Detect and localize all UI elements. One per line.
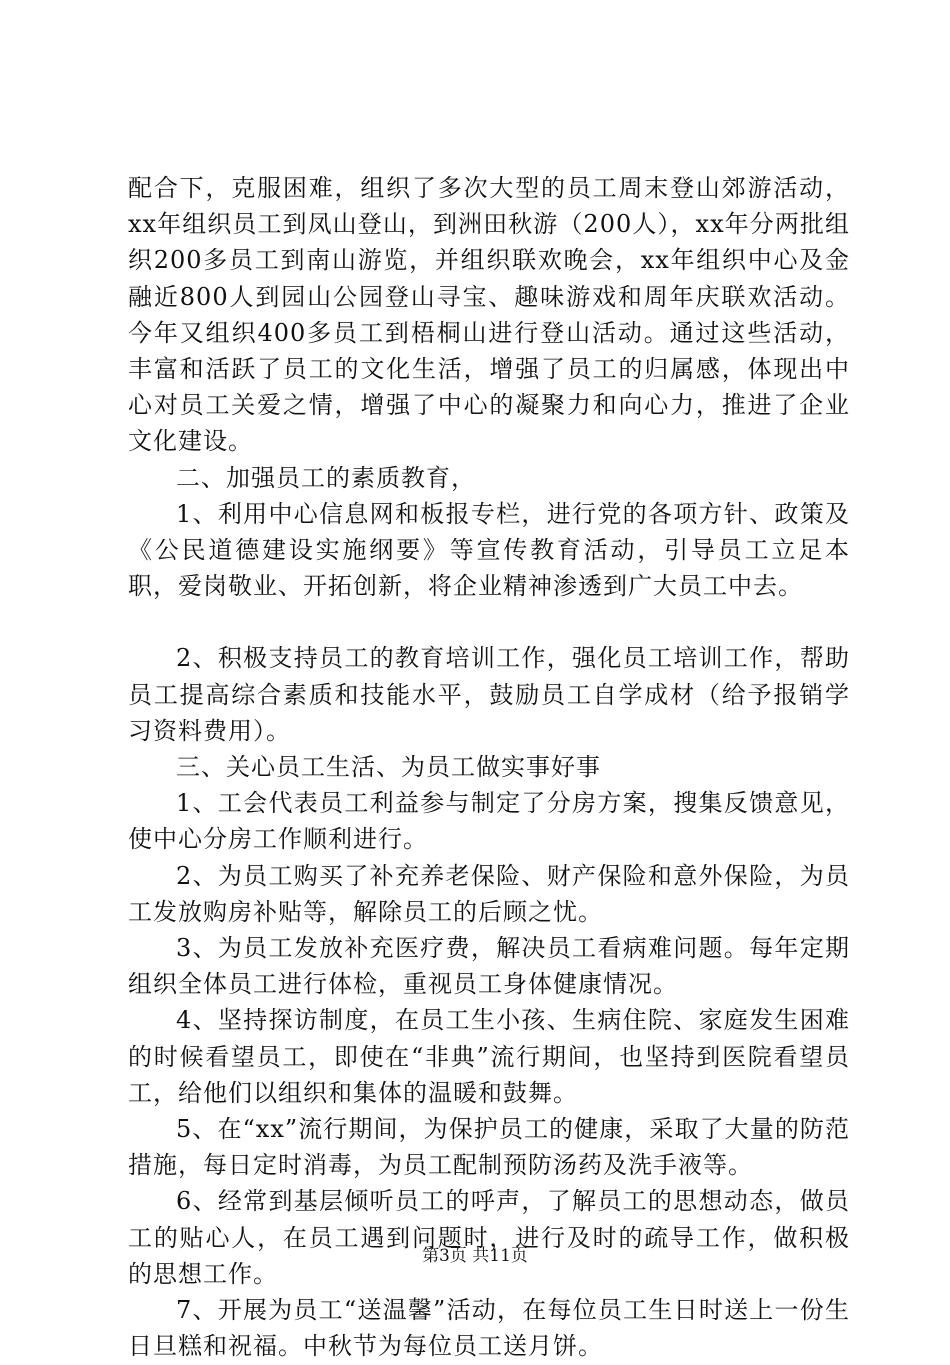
paragraph-item: 3、为员工发放补充医疗费，解决员工看病难问题。每年定期组织全体员工进行体检，重视员工身体健康情况。: [128, 934, 850, 999]
paragraph-continuation: 配合下，克服困难，组织了多次大型的员工周末登山郊游活动，xx年组织员工到凤山登山，到洲田秋游（200人），xx年分两批组织200多员工到南山游览，并组织联欢晚会，xx年组织中心及金融近800人到园山公园登山寻宝、趣味游戏和周年庆联欢活动。今年又组织400多员工到梧桐山进行登山活动。通过这些活动，丰富和活跃了员工的文化生活，增强了员工的归属感，体现出中心对员工关爱之情，增强了中心的凝聚力和向心力，推进了企业文化建设。: [128, 174, 850, 456]
paragraph-item: 1、利用中心信息网和板报专栏，进行党的各项方针、政策及《公民道德建设实施纲要》等宣传教育活动，引导员工立足本职，爱岗敬业、开拓创新，将企业精神渗透到广大员工中去。: [128, 499, 850, 601]
section-heading-2: 二、加强员工的素质教育，: [176, 463, 476, 492]
document-body: [128, 170, 850, 1365]
paragraph-item: 7、开展为员工“送温馨”活动，在每位员工生日时送上一份生日旦糕和祝福。中秋节为每位员工送月饼。: [128, 1296, 850, 1361]
paragraph-item: 1、工会代表员工利益参与制定了分房方案，搜集反馈意见，使中心分房工作顺利进行。: [128, 789, 850, 854]
page-number-footer: 第3页 共11页: [422, 1246, 528, 1266]
paragraph-item: 2、为员工购买了补充养老保险、财产保险和意外保险，为员工发放购房补贴等，解除员工的后顾之忧。: [128, 861, 850, 926]
paragraph-item: 5、在“xx”流行期间，为保护员工的健康，采取了大量的防范措施，每日定时消毒，为员工配制预防汤药及洗手液等。: [128, 1115, 850, 1180]
paragraph-item: 2、积极支持员工的教育培训工作，强化员工培训工作，帮助员工提高综合素质和技能水平，鼓励员工自学成材（给予报销学习资料费用）。: [128, 644, 850, 745]
paragraph-item: 4、坚持探访制度，在员工生小孩、生病住院、家庭发生困难的时候看望员工，即使在“非典”流行期间，也坚持到医院看望员工，给他们以组织和集体的温暖和鼓舞。: [128, 1006, 850, 1107]
paragraph-item: 6、经常到基层倾听员工的呼声，了解员工的思想动态，做员工的贴心人，在员工遇到问题时，进行及时的疏导工作，做积极的思想工作。: [128, 1187, 850, 1288]
section-heading-3: 三、关心员工生活、为员工做实事好事: [176, 753, 601, 782]
